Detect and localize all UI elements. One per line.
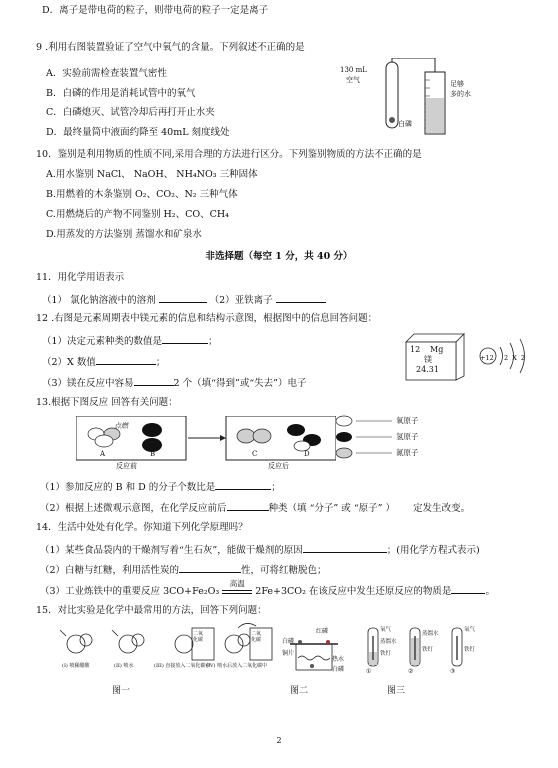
q15-fig3-label-2: ② [408, 668, 414, 675]
q14-blank-3[interactable] [451, 584, 485, 594]
q10-option-a: A.用水鉴别 NaCl、 NaOH、 NH₄NO₃ 三种固体 [46, 169, 258, 180]
section-heading: 非选择题（每空 1 分，共 40 分） [205, 251, 353, 262]
q14-p3-text-2: 2Fe+3CO₂ 在该反应中发生还原反应的物质是 [255, 586, 452, 597]
q12-blank-1[interactable] [162, 334, 208, 344]
q12-stem: 12 .右图是元素周期表中镁元素的信息和结构示意图，根据图中的信息回答问题： [36, 313, 378, 324]
page-number: 2 [276, 736, 282, 745]
q15-fig2-white-p: 白磷 [282, 638, 295, 645]
q13-blank-2[interactable] [227, 501, 269, 511]
q14-blank-1[interactable] [303, 543, 387, 553]
q15-fig1-label-4: (IV) 喷水后放入二氧化碳中 [206, 663, 268, 669]
q12-p1-text: （1）决定元素种类的数值是 [42, 336, 163, 347]
q15-fig3-o2-1: 氧气 [380, 627, 392, 633]
q12-p2-end: ； [155, 357, 166, 368]
q14-reaction-condition [222, 579, 252, 598]
q12-cell-mass: 24.31 [416, 365, 439, 374]
q12-cell-number: 12 [410, 345, 421, 354]
q11-blank-2[interactable] [276, 293, 326, 303]
q15-fig2-caption: 图二 [290, 686, 309, 696]
q12-blank-3[interactable] [134, 376, 174, 386]
q12-p3-text-2: 2 个（填“得到”或“失去”）电子 [173, 378, 307, 389]
q14-p1-end: ；(用化学方程式表示) [386, 545, 480, 556]
q12-blank-2[interactable] [96, 355, 156, 365]
q15-fig3-label-3: ③ [450, 668, 456, 675]
q13-gap [395, 502, 413, 511]
q13-p2-text-2: 种类（填 “分子” 或 “原子” ） [268, 503, 396, 514]
q14-p3-end: 。 [485, 586, 495, 597]
q9-fig-right-2: 多的水 [450, 90, 471, 98]
q13-label-d: D [304, 450, 310, 458]
q15-fig3-nail-3: 铁钉 [464, 647, 476, 653]
q12-atom-shells: 2 X 2 [504, 354, 527, 362]
q14-p1-text: （1）某些食品袋内的干燥剂写着“生石灰”，能做干燥剂的原因 [40, 545, 303, 556]
q15-fig3-label-1: ① [366, 668, 372, 675]
q13-blank-1[interactable] [215, 480, 271, 490]
q15-fig1-label-2: (II) 喷水 [114, 663, 134, 669]
q13-p1-end: ； [271, 482, 281, 493]
q15-fig2-red-p: 红磷 [316, 628, 329, 635]
q11-part2: （2）亚铁离子 [209, 295, 273, 306]
q13-label-c: C [252, 450, 258, 458]
q13-p2-text: （2）根据上述微观示意图，在化学反应前后 [40, 503, 227, 514]
q14-blank-2[interactable] [179, 563, 241, 573]
q15-fig3-caption: 图三 [387, 686, 406, 696]
q13-legend-hydrogen: 氢原子 [396, 432, 419, 441]
q13-legend-swatches [334, 412, 404, 462]
q13-legend-oxygen: 氧原子 [396, 416, 419, 425]
q12-p1-end: ； [208, 336, 218, 347]
q9-fig-phosphorus: 白磷 [398, 120, 412, 128]
q15-fig3-nail-2: 铁钉 [422, 647, 434, 653]
q11-stem: 11．用化学用语表示 [36, 272, 125, 283]
q10-option-d: D.用蒸发的方法鉴别 蒸馏水和矿泉水 [46, 229, 202, 240]
q15-fig1-jar-2: 二氧化碳 [251, 631, 262, 643]
q12-atom-core: +12 [480, 354, 494, 362]
q10-stem: 10．鉴别是利用物质的性质不同,采用合理的方法进行区分。下列鉴别物质的方法不正确的是 [36, 149, 422, 160]
q15-fig2-hot-water: 热水 [332, 656, 345, 663]
q15-stem: 15．对比实验是化学中最常用的方法，回答下列问题： [36, 605, 267, 616]
q9-fig-volume: 130 mL [340, 66, 367, 74]
q15-fig1-jar-1: 二氧化碳 [193, 631, 204, 643]
q15-fig3-o2-2: 氧气 [464, 627, 476, 633]
q15-fig2-white-p-2: 白磷 [332, 666, 345, 673]
q10-option-b: B.用燃着的木条鉴别 O₂、CO₂、N₂ 三种气体 [46, 189, 238, 200]
q12-cell-name: 镁 [424, 355, 432, 364]
q12-part3 [42, 376, 307, 390]
q12-p2-text: （2）X 数值 [42, 357, 96, 368]
q15-figure-3 [362, 624, 472, 674]
q14-p2-text: （2）白糖与红糖，利用活性炭的 [40, 565, 180, 576]
q11-part1: （1） 氯化钠溶液中的溶剂 [42, 295, 156, 306]
q14-part1 [40, 543, 480, 557]
q12-part2 [42, 355, 165, 369]
q9-option-c: C．白磷熄灭、试管冷却后再打开止水夹 [46, 107, 215, 118]
q15-fig3-water-2: 蒸馏水 [422, 631, 439, 637]
q15-fig1-label-3: (III) 直接放入二氧化碳中 [154, 663, 211, 669]
q15-fig1-caption: 图一 [112, 686, 131, 696]
q15-fig1-label-1: (I) 喷稀醋酸 [62, 663, 90, 669]
q9-fig-air: 空气 [346, 76, 360, 84]
q13-part2 [40, 501, 470, 515]
q14-stem: 14．生活中处处有化学。你知道下列化学原理吗？ [36, 522, 248, 533]
q15-fig3-nail-1: 铁钉 [380, 651, 392, 657]
q13-label-a: A [100, 450, 106, 458]
q10-option-c: C.用燃烧后的产物不同鉴别 H₂、CO、CH₄ [46, 209, 229, 220]
q13-part1 [40, 480, 281, 494]
q11-line [42, 293, 326, 307]
q12-part1 [42, 334, 218, 348]
q9-fig-right-1: 足够 [450, 80, 464, 88]
q9-option-b: B．白磷的作用是消耗试管中的氧气 [46, 88, 196, 99]
q9-stem: 9 .利用右图装置验证了空气中氧气的含量。下列叙述不正确的是 [36, 42, 305, 53]
q12-p3-text: （3）镁在反应中容易 [42, 378, 134, 389]
q15-fig3-water-1: 蒸馏水 [380, 639, 397, 645]
q14-p2-end: 性，可将红糖脱色； [241, 565, 327, 576]
q14-condition-text: 高温 [229, 579, 245, 588]
q14-part3 [40, 579, 495, 598]
q15-fig2-copper: 铜片 [282, 650, 295, 657]
q14-p3-text: （3）工业炼铁中的重要反应 3CO+Fe₂O₃ [40, 586, 220, 597]
q12-cell-symbol: Mg [430, 345, 444, 354]
q13-arrow-label: 点燃 [114, 422, 128, 430]
q13-p1-text: （1）参加反应的 B 和 D 的分子个数比是 [40, 482, 216, 493]
q13-legend-nitrogen: 氮原子 [396, 448, 419, 457]
q13-stem: 13.根据下图反应 回答有关问题： [36, 397, 178, 408]
q13-p2-text-3: 定发生改变。 [413, 503, 471, 514]
q13-after-label: 反应后 [268, 462, 289, 470]
q9-option-d: D．最终量筒中液面约降至 40mL 刻度线处 [46, 127, 230, 138]
q11-blank-1[interactable] [159, 293, 207, 303]
q8-option-d: D．离子是带电荷的粒子，则带电荷的粒子一定是离子 [42, 5, 269, 16]
q13-before-label: 反应前 [116, 462, 137, 470]
q13-label-b: B [150, 450, 156, 458]
q14-part2 [40, 563, 327, 577]
q9-option-a: A．实验前需检查装置气密性 [46, 68, 167, 79]
